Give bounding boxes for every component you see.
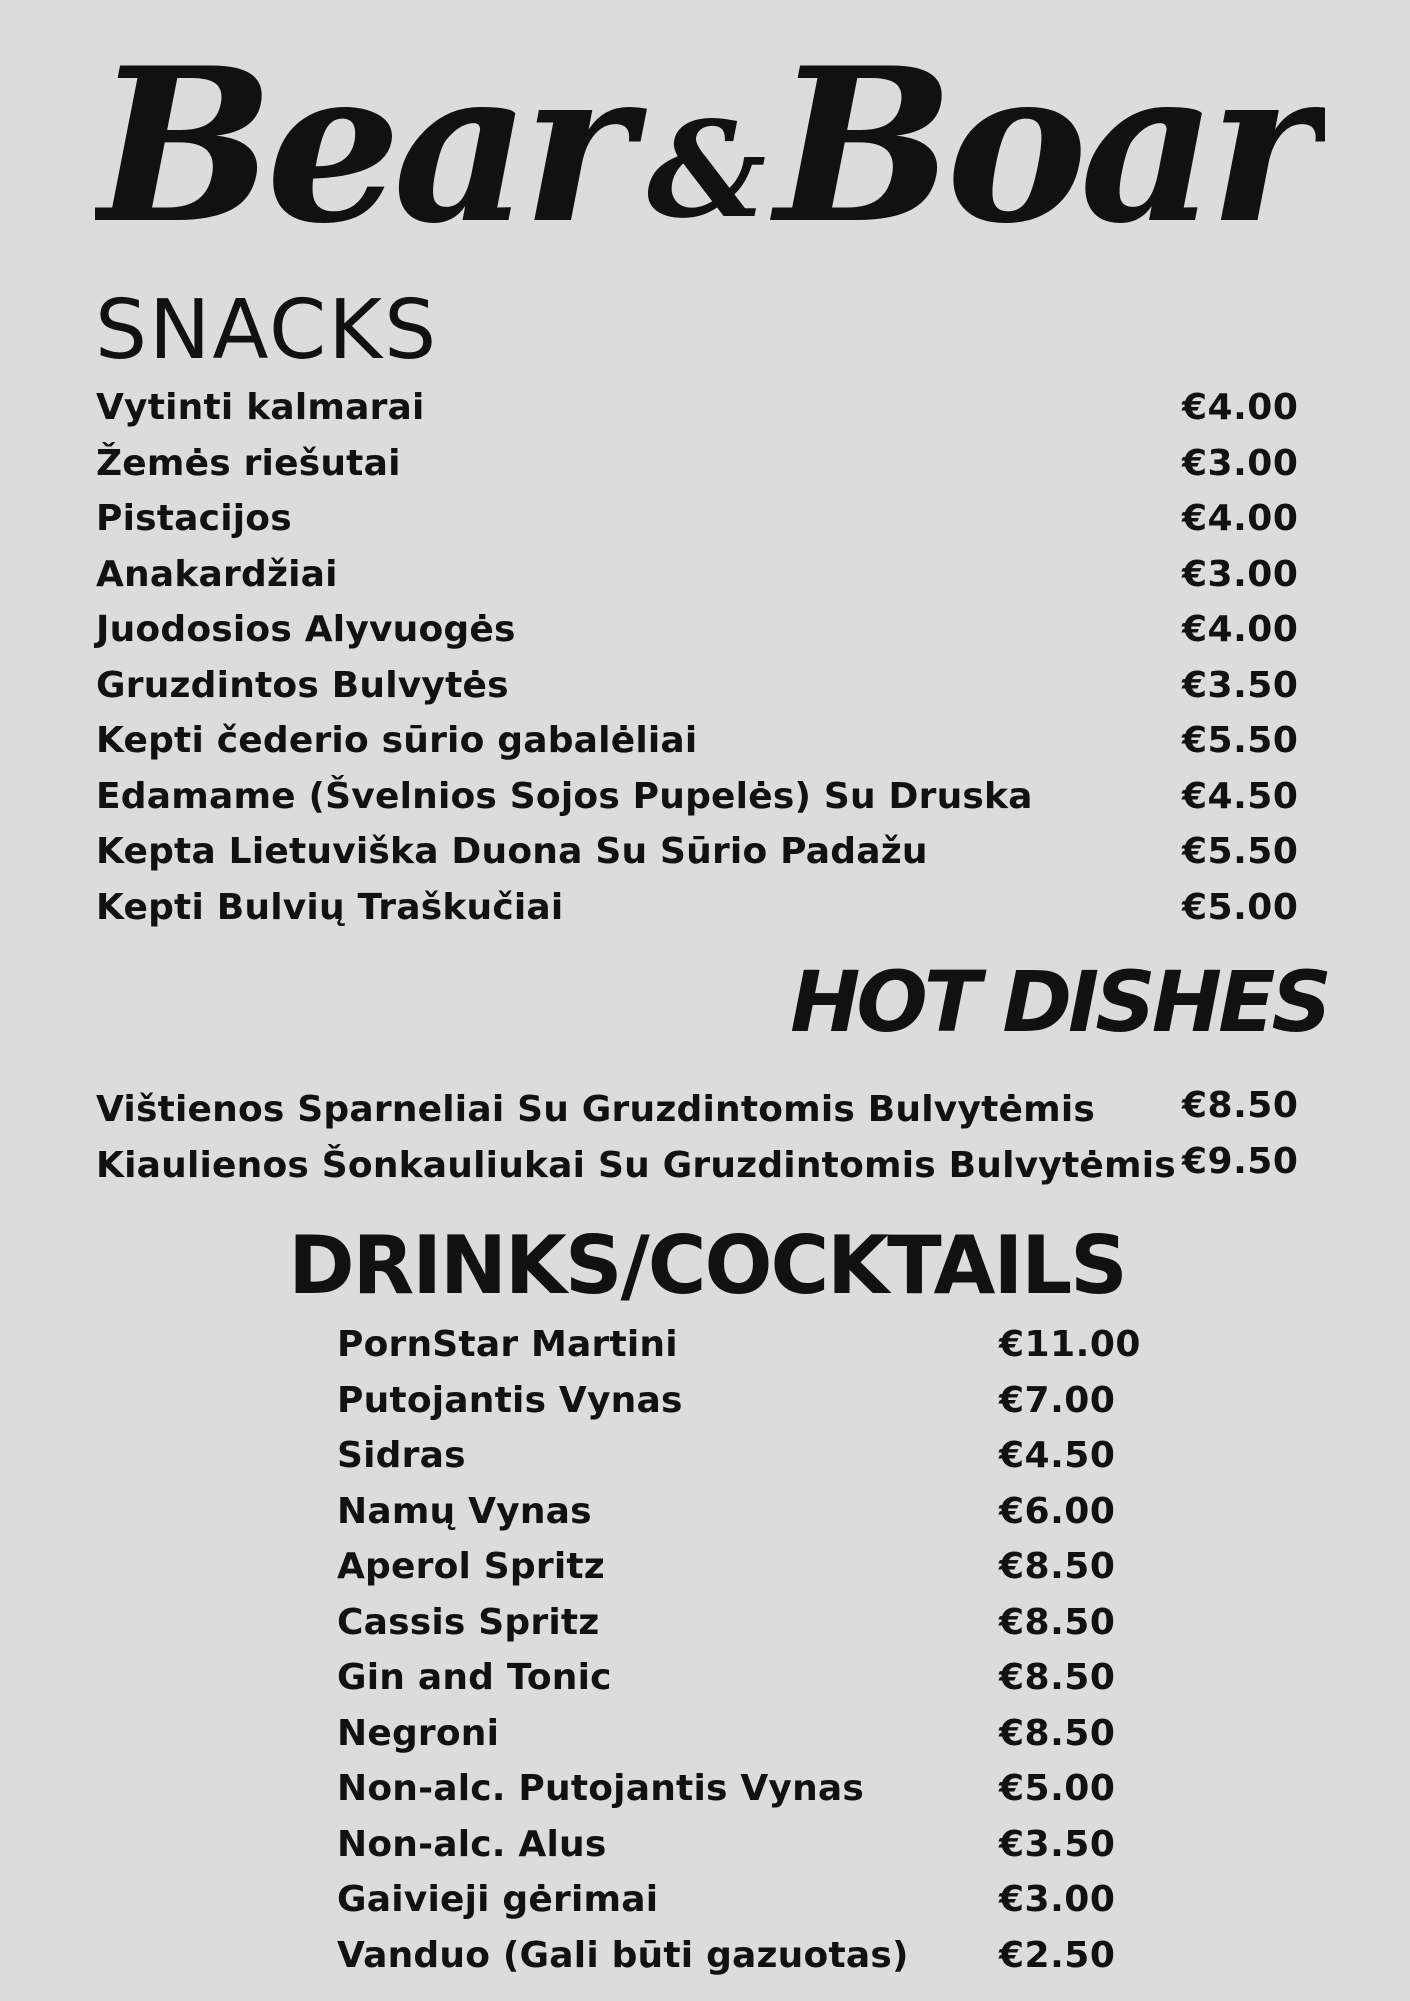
snacks-menu-list [96, 380, 1316, 935]
drinks-menu-row [337, 1595, 1137, 1651]
drinks-menu-row [337, 1761, 1137, 1817]
snacks-menu-row [96, 547, 1316, 603]
menu-item-price: €4.50 [1182, 775, 1299, 817]
menu-item-name: Vanduo (Gali būti gazuotas) [337, 1934, 909, 1976]
menu-item-name: Kepta Lietuviška Duona Su Sūrio Padažu [96, 831, 928, 872]
snacks-menu-row [96, 491, 1316, 547]
snacks-menu-row [96, 436, 1316, 492]
menu-item-price: €5.00 [1182, 886, 1299, 928]
menu-item-price: €3.00 [999, 1879, 1116, 1920]
drinks-menu-row [337, 1650, 1137, 1706]
menu-item-name: Vištienos Sparneliai Su Gruzdintomis Bulvytėmis [96, 1089, 1096, 1130]
menu-item-name: Pistacijos [96, 498, 292, 539]
hot-dishes-menu-row [96, 1138, 1316, 1194]
menu-item-name: Anakardžiai [96, 553, 338, 595]
menu-item-name: Cassis Spritz [337, 1601, 600, 1643]
menu-item-name: Vytinti kalmarai [96, 387, 425, 428]
drinks-menu-row [337, 1484, 1137, 1540]
drinks-cocktails-section-title: DRINKS/COCKTAILS [288, 1219, 1126, 1312]
snacks-menu-row [96, 880, 1316, 936]
hot-dishes-section-title: HOT DISHES [790, 953, 1328, 1051]
snacks-menu-row [96, 769, 1316, 825]
menu-item-name: Sidras [337, 1435, 466, 1476]
drinks-menu-row [337, 1539, 1137, 1595]
logo-word-boar: Boar [775, 40, 1313, 270]
menu-item-name: Non-alc. Putojantis Vynas [337, 1768, 865, 1809]
menu-item-name: Kiaulienos Šonkauliukai Su Gruzdintomis Bulvytėmis [96, 1145, 1176, 1186]
drinks-menu-row [337, 1373, 1137, 1429]
menu-item-price: €3.00 [1182, 553, 1299, 595]
menu-item-price: €9.50 [1182, 1141, 1299, 1182]
menu-item-price: €8.50 [999, 1712, 1116, 1754]
snacks-menu-row [96, 380, 1316, 436]
menu-item-name: Negroni [337, 1712, 500, 1754]
menu-item-name: Juodosios Alyvuogės [96, 609, 516, 650]
menu-item-name: Gaivieji gėrimai [337, 1879, 659, 1920]
menu-item-name: Gruzdintos Bulvytės [96, 664, 509, 706]
menu-item-price: €11.00 [999, 1324, 1141, 1365]
menu-item-price: €3.00 [1182, 442, 1299, 484]
menu-item-price: €4.00 [1182, 609, 1299, 650]
menu-item-price: €3.50 [1182, 664, 1299, 706]
menu-item-price: €8.50 [999, 1601, 1116, 1643]
bear-and-boar-logo [95, 40, 1325, 270]
menu-item-price: €5.00 [999, 1768, 1116, 1809]
menu-item-price: €5.50 [1182, 720, 1299, 761]
snacks-menu-row [96, 602, 1316, 658]
menu-item-name: Žemės riešutai [96, 442, 401, 484]
hot-dishes-menu-list [96, 1082, 1316, 1194]
menu-item-price: €3.50 [999, 1823, 1116, 1865]
drinks-menu-row [337, 1872, 1137, 1928]
snacks-menu-row [96, 713, 1316, 769]
menu-item-price: €6.00 [999, 1490, 1116, 1532]
menu-item-name: Gin and Tonic [337, 1657, 612, 1698]
menu-item-name: PornStar Martini [337, 1324, 678, 1365]
drinks-menu-row [337, 1928, 1137, 1984]
menu-item-name: Edamame (Švelnios Sojos Pupelės) Su Druska [96, 775, 1033, 817]
menu-item-name: Putojantis Vynas [337, 1379, 683, 1421]
snacks-menu-row [96, 658, 1316, 714]
menu-item-price: €4.50 [999, 1435, 1116, 1476]
menu-item-price: €5.50 [1182, 831, 1299, 872]
menu-item-price: €8.50 [999, 1657, 1116, 1698]
menu-item-name: Kepti Bulvių Traškučiai [96, 886, 564, 928]
menu-item-price: €7.00 [999, 1379, 1116, 1421]
drinks-menu-row [337, 1317, 1141, 1373]
logo-ampersand: & [647, 93, 767, 248]
menu-item-name: Aperol Spritz [337, 1546, 605, 1587]
menu-item-name: Non-alc. Alus [337, 1823, 607, 1865]
menu-item-price: €8.50 [1182, 1085, 1299, 1126]
drinks-menu-row [337, 1428, 1137, 1484]
hot-dishes-menu-row [96, 1082, 1316, 1138]
snacks-menu-row [96, 824, 1316, 880]
menu-item-price: €4.00 [1182, 498, 1299, 539]
snacks-section-title: SNACKS [95, 283, 439, 378]
menu-item-price: €2.50 [999, 1934, 1116, 1976]
menu-item-name: Kepti čederio sūrio gabalėliai [96, 720, 698, 761]
menu-item-name: Namų Vynas [337, 1490, 592, 1532]
drinks-menu-row [337, 1706, 1137, 1762]
drinks-cocktails-menu-list [337, 1317, 1141, 1983]
drinks-menu-row [337, 1817, 1137, 1873]
menu-item-price: €4.00 [1182, 387, 1299, 428]
logo-word-bear: Bear [95, 40, 627, 270]
menu-item-price: €8.50 [999, 1546, 1116, 1587]
